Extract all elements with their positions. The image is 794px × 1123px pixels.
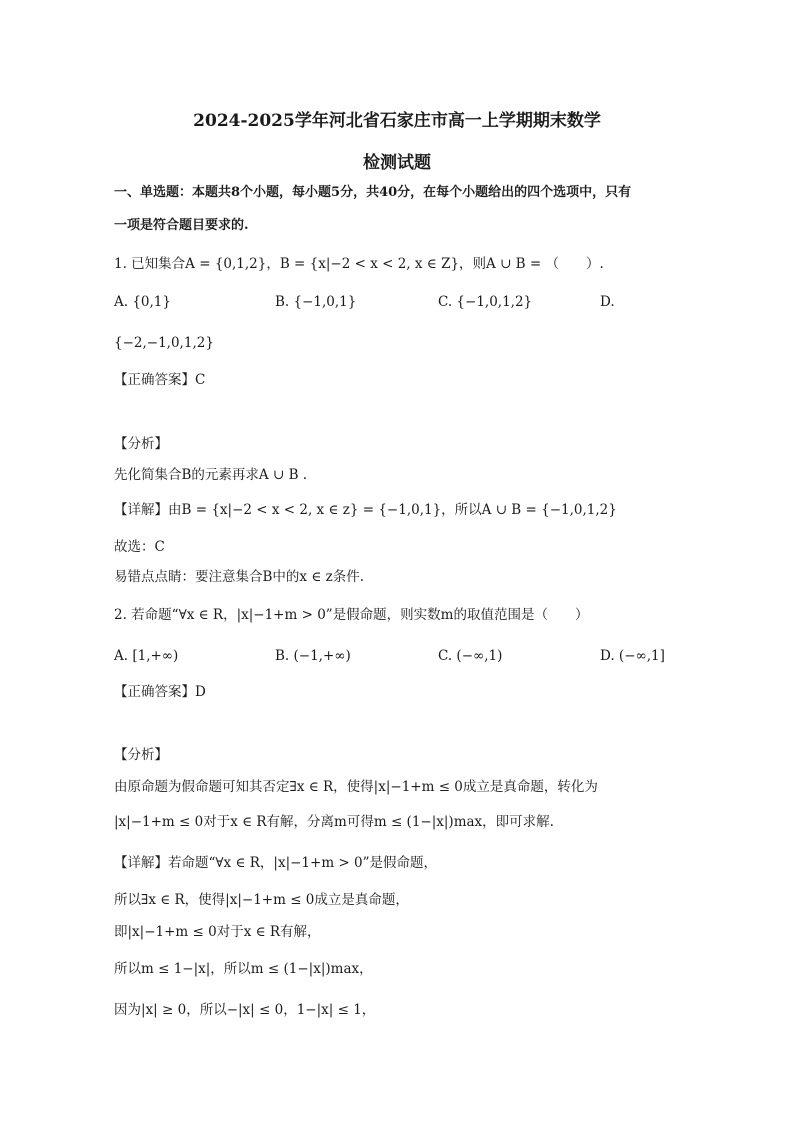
document-title-line2: 检测试题 bbox=[363, 153, 431, 173]
q2-option-c: C. (−∞,1) bbox=[438, 648, 503, 664]
q1-analysis: 先化简集合B的元素再求A ∪ B . bbox=[114, 467, 308, 483]
document-title-line1: 2024-2025学年河北省石家庄市高一上学期期末数学 bbox=[193, 111, 601, 131]
section-heading-line2: 一项是符合题目要求的. bbox=[114, 218, 249, 233]
q1-option-a: A. {0,1} bbox=[114, 294, 171, 310]
q2-option-a: A. [1,+∞) bbox=[114, 648, 179, 664]
q2-analysis-line1: 由原命题为假命题可知其否定∃x ∈ R，使得|x|−1+m ≤ 0成立是真命题，转化为 bbox=[114, 779, 598, 795]
q2-detail-line1: 【详解】若命题“∀x ∈ R，|x|−1+m > 0”是假命题， bbox=[114, 855, 438, 871]
q1-option-c: C. {−1,0,1,2} bbox=[438, 294, 533, 310]
q1-option-d: D. bbox=[600, 294, 615, 310]
q2-option-b: B. (−1,+∞) bbox=[275, 648, 351, 664]
q1-answer: 【正确答案】C bbox=[114, 372, 206, 388]
q2-stem: 2. 若命题“∀x ∈ R，|x|−1+m > 0”是假命题，则实数m的取值范围是（ ） bbox=[114, 607, 589, 623]
q2-detail-line5: 因为|x| ≥ 0，所以−|x| ≤ 0，1−|x| ≤ 1， bbox=[114, 1002, 376, 1018]
q1-option-b: B. {−1,0,1} bbox=[275, 294, 357, 310]
q2-detail-line2: 所以∃x ∈ R，使得|x|−1+m ≤ 0成立是真命题， bbox=[114, 892, 409, 908]
q1-analysis-heading: 【分析】 bbox=[114, 436, 168, 452]
q2-detail-line4: 所以m ≤ 1−|x|，所以m ≤ (1−|x|)max， bbox=[114, 961, 373, 977]
section-heading-line1: 一、单选题：本题共8个小题，每小题5分，共40分，在每个小题给出的四个选项中，只有 bbox=[114, 185, 632, 200]
q1-detail: 【详解】由B = {x|−2 < x < 2, x ∈ z} = {−1,0,1}，所以A ∪ B = {−1,0,1,2} bbox=[114, 502, 617, 518]
q1-option-d-continued: {−2,−1,0,1,2} bbox=[114, 335, 214, 351]
q2-option-d: D. (−∞,1] bbox=[600, 648, 665, 664]
q2-detail-line3: 即|x|−1+m ≤ 0对于x ∈ R有解， bbox=[114, 924, 321, 940]
q1-error-tip: 易错点点睛：要注意集合B中的x ∈ z条件. bbox=[114, 569, 365, 585]
q2-analysis-heading: 【分析】 bbox=[114, 747, 168, 763]
q1-choice: 故选：C bbox=[114, 539, 165, 555]
q1-stem: 1. 已知集合A = {0,1,2}，B = {x|−2 < x < 2, x ∈ Z}，则A ∪ B = （ ）. bbox=[114, 256, 604, 272]
q2-analysis-line2: |x|−1+m ≤ 0对于x ∈ R有解，分离m可得m ≤ (1−|x|)max，即可求解. bbox=[114, 814, 554, 830]
q2-answer: 【正确答案】D bbox=[114, 684, 206, 700]
